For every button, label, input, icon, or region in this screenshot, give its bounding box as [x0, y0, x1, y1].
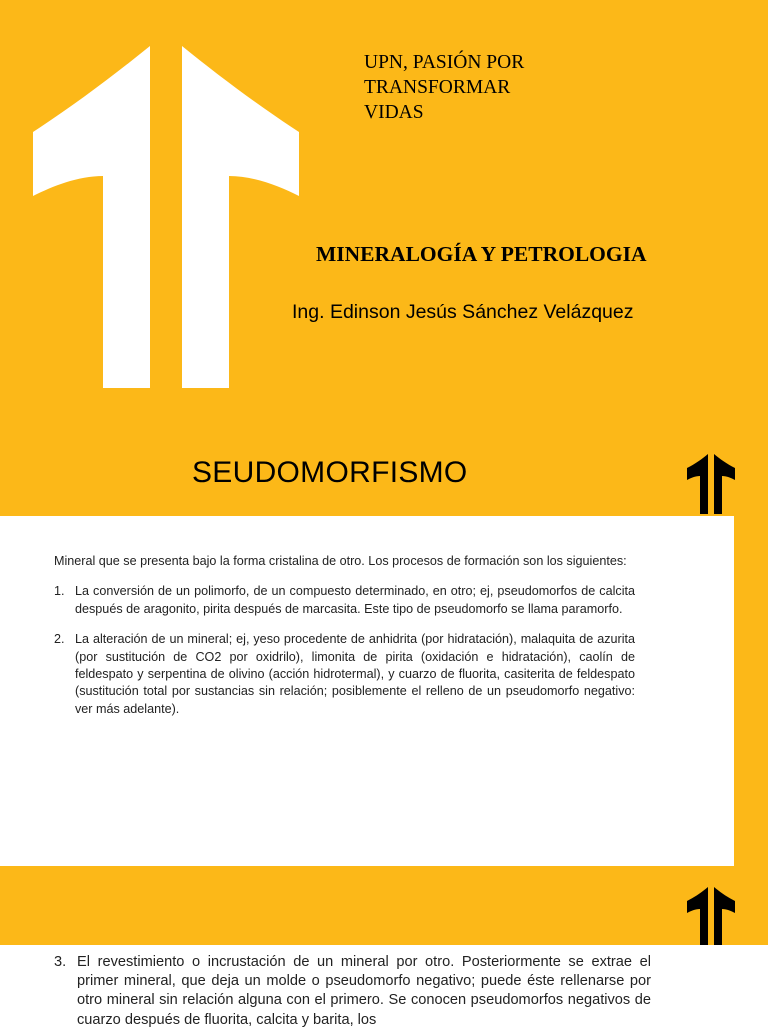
instructor-name: Ing. Edinson Jesús Sánchez Velázquez	[292, 301, 634, 323]
upn-arrow-small-logo-icon	[687, 454, 735, 514]
upn-arrow-logo-icon	[33, 46, 299, 388]
right-accent-bar	[734, 516, 768, 866]
section-title: SEUDOMORFISMO	[192, 456, 468, 489]
list-number: 1.	[54, 584, 65, 599]
upn-arrow-small-logo-icon	[687, 887, 735, 945]
list-item-text: La alteración de un mineral; ej, yeso procedente de anhidrita (por hidratación), malaquita de azurita (por sustitución de CO2 por oxidrilo), limonita de pirita (oxidación e hidratación), caolín de feldespato y serpentina de olivino (acción hidrotermal), y cuarzo de fluorita, casiterita de feldespato (sustitución total por sustancias sin relación; posiblemente el relleno de un pseudomorfo negativo: ver más adelante).	[75, 632, 635, 716]
title-slide	[0, 0, 768, 450]
list-item	[54, 631, 635, 718]
process-list	[54, 583, 635, 718]
slogan-line: VIDAS	[364, 102, 424, 123]
intro-paragraph: Mineral que se presenta bajo la forma cristalina de otro. Los procesos de formación son los siguientes:	[54, 554, 627, 568]
slogan-line: UPN, PASIÓN POR	[364, 52, 525, 73]
process-list-continued	[54, 953, 651, 1030]
list-item	[54, 583, 635, 618]
list-number: 3.	[54, 954, 67, 970]
list-item-text: El revestimiento o incrustación de un mineral por otro. Posteriormente se extrae el primer mineral, que deja un molde o pseudomorfo negativo; puede éste rellenarse por otro mineral sin relación alguna con el primero. Se conocen pseudomorfos negativos de cuarzo después de fluorita, calcita y barita, los	[77, 954, 651, 1028]
section-header-band	[0, 450, 768, 516]
list-item	[54, 953, 651, 1030]
slogan-line: TRANSFORMAR	[364, 77, 511, 98]
list-number: 2.	[54, 632, 65, 647]
section-header-band	[0, 866, 768, 945]
university-slogan	[364, 50, 624, 125]
list-item-text: La conversión de un polimorfo, de un compuesto determinado, en otro; ej, pseudomorfos de calcita después de aragonito, pirita después de marcasita. Este tipo de pseudomorfo se llama paramorfo.	[75, 584, 635, 616]
course-title: MINERALOGÍA Y PETROLOGIA	[316, 242, 647, 266]
slide-body-text	[54, 553, 635, 731]
